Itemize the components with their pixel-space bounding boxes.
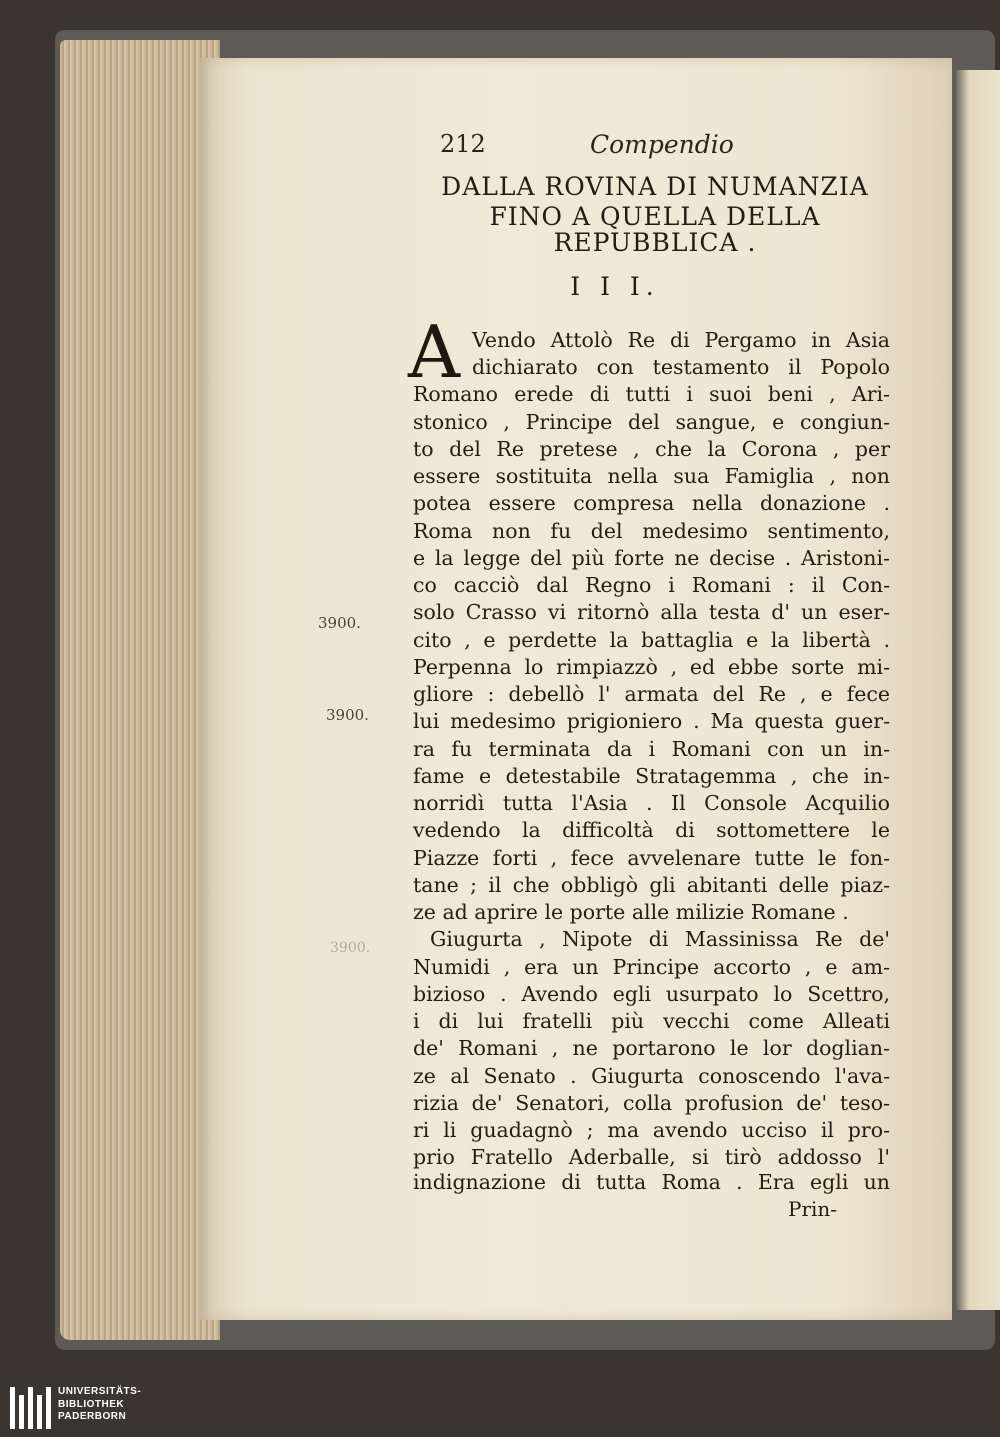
margin-year-note: 3900. (326, 706, 369, 724)
book-page-edges (60, 40, 220, 1340)
chapter-heading-line-2: FINO A QUELLA DELLA (489, 202, 821, 231)
text-line: Giugurta , Nipote di Massinissa Re de' (430, 927, 890, 951)
text-line: cito , e perdette la battaglia e la libertà . (413, 628, 890, 652)
text-line: dichiarato con testamento il Popolo (472, 355, 890, 379)
section-number: I I I. (570, 272, 660, 301)
catchword: Prin- (788, 1197, 838, 1221)
library-logo-mark-icon (8, 1385, 52, 1431)
faded-margin-note: 3900. (330, 940, 371, 956)
chapter-heading-line-3: REPUBBLICA . (553, 228, 757, 257)
text-line: to del Re pretese , che la Corona , per (413, 437, 890, 461)
drop-cap: A (408, 310, 460, 394)
text-line: stonico , Principe del sangue, e congiun- (413, 410, 890, 434)
text-line: Vendo Attolò Re di Pergamo in Asia (472, 328, 890, 352)
text-line: essere sostituita nella sua Famiglia , non (413, 464, 890, 488)
text-line: Perpenna lo rimpiazzò , ed ebbe sorte mi- (413, 655, 890, 679)
text-line: norridì tutta l'Asia . Il Console Acquilio (413, 791, 890, 815)
text-line: gliore : debellò l' armata del Re , e fece (413, 682, 890, 706)
text-line: ri li guadagnò ; ma avendo ucciso il pro- (413, 1118, 890, 1142)
library-logo-text (58, 1386, 141, 1424)
text-line: fame e detestabile Stratagemma , che in- (413, 764, 890, 788)
text-line: Romano erede di tutti i suoi beni , Ari- (413, 382, 890, 406)
text-line: Numidi , era un Principe accorto , e am- (413, 955, 890, 979)
running-header (440, 130, 770, 170)
chapter-heading-line-1: DALLA ROVINA DI NUMANZIA (441, 172, 869, 201)
library-logo (8, 1385, 208, 1433)
text-line: ze al Senato . Giugurta conoscendo l'ava- (413, 1064, 890, 1088)
text-line: indignazione di tutta Roma . Era egli un (413, 1170, 890, 1194)
text-line: tane ; il che obbligò gli abitanti delle piaz- (413, 873, 890, 897)
facing-page-edge (956, 70, 1000, 1310)
text-line: ze ad aprire le porte alle milizie Romane . (413, 900, 849, 924)
text-line: solo Crasso vi ritornò alla testa d' un eser- (413, 600, 890, 624)
text-line: Roma non fu del medesimo sentimento, (413, 519, 890, 543)
text-line: i di lui fratelli più vecchi come Alleati (413, 1009, 890, 1033)
text-line: rizia de' Senatori, colla profusion de' teso- (413, 1091, 890, 1115)
text-line: co cacciò dal Regno i Romani : il Con- (413, 573, 890, 597)
page-number: 212 (440, 130, 486, 158)
text-line: vedendo la difficoltà di sottomettere le (413, 818, 890, 842)
text-line: potea essere compresa nella donazione . (413, 491, 890, 515)
margin-year-note: 3900. (318, 614, 361, 632)
text-line: ra fu terminata da i Romani con un in- (413, 737, 890, 761)
text-line: de' Romani , ne portarono le lor doglian- (413, 1036, 890, 1060)
text-line: lui medesimo prigioniero . Ma questa guer- (413, 709, 890, 733)
text-line: e la legge del più forte ne decise . Aristoni- (413, 546, 890, 570)
logo-line-3: PADERBORN (58, 1411, 127, 1422)
text-line: Piazze forti , fece avvelenare tutte le fon- (413, 846, 890, 870)
logo-line-1: UNIVERSITÄTS- (58, 1386, 142, 1397)
text-line: prio Fratello Aderballe, si tirò addosso l' (413, 1145, 890, 1169)
running-title: Compendio (590, 130, 734, 159)
logo-line-2: BIBLIOTHEK (58, 1398, 125, 1410)
text-line: bizioso . Avendo egli usurpato lo Scettro, (413, 982, 890, 1006)
